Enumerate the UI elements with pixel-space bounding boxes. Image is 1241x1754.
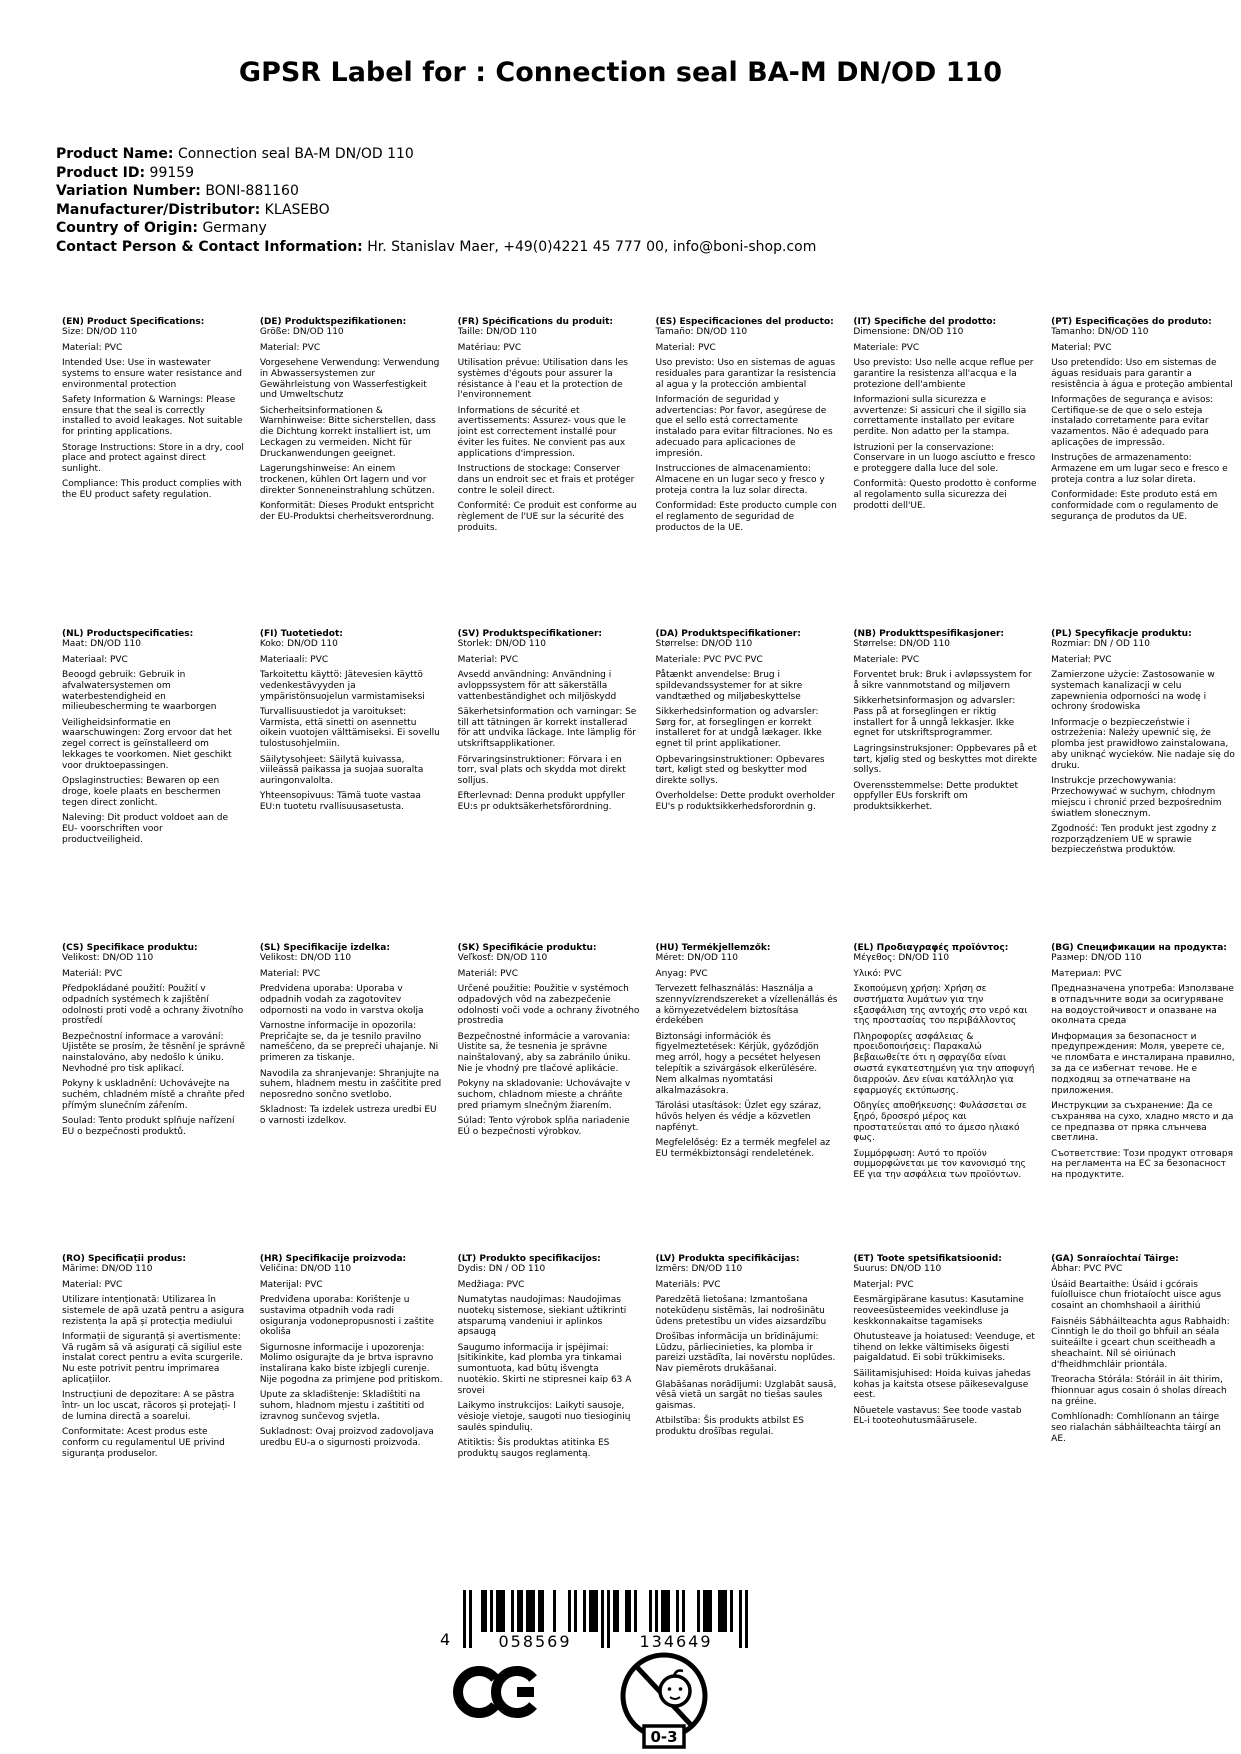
spec-paragraph: Ohutusteave ja hoiatused: Veenduge, et tihend on lekke vältimiseks õigesti paigaldatud. Ei sobi trükkimiseks. <box>853 1331 1035 1364</box>
label-footer <box>0 1554 1241 1754</box>
language-block-fr <box>458 317 642 629</box>
spec-paragraph: Påtænkt anvendelse: Brug i spildevandssystemer for at sikre vandtæthed og miljøbeskyttelse <box>655 669 803 702</box>
spec-paragraph: Efterlevnad: Denna produkt uppfyller EU:s pr oduktsäkerhetsförordning. <box>457 791 626 813</box>
spec-paragraph: Upute za skladištenje: Skladištiti na suhom, hladnom mjestu i zaštititi od izravnog sunčevog svjetla. <box>259 1390 425 1422</box>
language-block-pt <box>1051 317 1235 629</box>
spec-paragraph: Faisnéis Sábháilteachta agus Rabhaidh: Cinntigh le do thoil go bhfuil an séala suiteáilte i gceart chun sceitheadh a sheachaint. Níl sé oiriúnach d'fheidhmchláir priontála. <box>1051 1316 1230 1370</box>
language-block-header: (DE) Produktspezifikationen: <box>259 316 407 327</box>
spec-paragraph: Suurus: DN/OD 110 <box>853 1264 942 1275</box>
language-block-ro <box>62 1254 246 1554</box>
spec-paragraph: Vorgesehene Verwendung: Verwendung in Abwassersystemen zur Gewährleistung von Wasserfestigkeit und Umweltschutz <box>259 357 440 401</box>
language-block-header: (SK) Špecifikácie produktu: <box>457 942 597 953</box>
spec-paragraph: Συμμόρφωση: Αυτό το προϊόν συμμορφώνεται με τον κανονισμό της ΕΕ για την ασφάλεια των προϊόντων. <box>853 1148 1026 1181</box>
spec-paragraph: Informations de sécurité et avertissements: Assurez- vous que le joint est correctement installé pour éviter les fuites. Ne convient pas aux applications d'impression. <box>457 405 626 459</box>
spec-paragraph: Laikymo instrukcijos: Laikyti sausoje, vėsioje vietoje, saugoti nuo tiesioginių saulės spindulių. <box>457 1401 631 1433</box>
spec-paragraph: Opslaginstructies: Bewaren op een droge, koele plaats en beschermen tegen direct zonlicht. <box>62 776 221 808</box>
country-of-origin-row <box>56 219 1241 238</box>
spec-paragraph: Úsáid Beartaithe: Úsáid i gcórais fuíolluisce chun friotaíocht uisce agus cosaint an chomhshaoil a áirithiú <box>1051 1279 1222 1312</box>
spec-paragraph: Materiale: PVC <box>853 342 920 353</box>
spec-paragraph: Zamierzone użycie: Zastosowanie w systemach kanalizacji w celu zapewnienia odporności na wodę i ochrony środowiska <box>1051 669 1215 713</box>
manufacturer-row <box>56 201 1241 220</box>
spec-paragraph: Materjal: PVC <box>853 1279 914 1290</box>
spec-paragraph: Atitiktis: Šis produktas atitinka ES produktų saugos reglamentą. <box>457 1438 610 1459</box>
spec-paragraph: Utilisation prévue: Utilisation dans les systèmes d'égouts pour assurer la résistance à l'eau et la protection de l'environnement <box>457 357 628 401</box>
spec-paragraph: Informacje o bezpieczeństwie i ostrzeżenia: Należy upewnić się, że plomba jest prawidłowo zainstalowana, aby uniknąć wycieków. Nie nadaje się do druku. <box>1051 717 1235 771</box>
spec-paragraph: Conformità: Questo prodotto è conforme al regolamento sulla sicurezza dei prodotti dell'UE. <box>853 479 1037 512</box>
language-block-header: (ES) Especificaciones del producto: <box>655 316 834 327</box>
spec-paragraph: Avsedd användning: Användning i avloppssystem för att säkerställa vattenbeständighet och miljöskydd <box>457 669 617 702</box>
spec-paragraph: Overensstemmelse: Dette produktet oppfyller EUs forskrift om produktsikkerhet. <box>853 780 1019 813</box>
spec-paragraph: Veľkosť: DN/OD 110 <box>457 953 548 964</box>
spec-paragraph: Storlek: DN/OD 110 <box>457 639 546 650</box>
spec-paragraph: Material: PVC <box>62 1279 123 1290</box>
spec-paragraph: Overholdelse: Dette produkt overholder EU's p roduktsikkerhedsforordnin g. <box>655 791 835 813</box>
spec-paragraph: Forventet bruk: Bruk i avløpssystem for å sikre vannmotstand og miljøvern <box>853 669 1032 691</box>
contact-label: Contact Person & Contact Information: <box>56 238 363 255</box>
spec-paragraph: Material: PVC <box>655 342 716 353</box>
spec-paragraph: Conformidad: Este producto cumple con el reglamento de seguridad de productos de la UE. <box>655 501 837 533</box>
spec-paragraph: Material: PVC <box>1051 342 1112 353</box>
manufacturer-value: KLASEBO <box>264 201 330 218</box>
spec-paragraph: Varnostne informacije in opozorila: Prepričajte se, da je tesnilo pravilno nameščeno, da se prepreči uhajanje. Ni primeren za tiskanje. <box>259 1020 439 1064</box>
spec-paragraph: Materiaali: PVC <box>259 654 329 665</box>
spec-paragraph: Instruções de armazenamento: Armazene em um lugar seco e fresco e proteja contra a luz solar direta. <box>1051 453 1228 485</box>
language-block-header: (CS) Specifikace produktu: <box>62 942 198 953</box>
spec-paragraph: Předpokládané použití: Použití v odpadních systémech k zajištění odolnosti proti vodě a ochrany životního prostředí <box>62 983 244 1027</box>
manufacturer-label: Manufacturer/Distributor: <box>56 201 261 218</box>
spec-paragraph: Compliance: This product complies with the EU product safety regulation. <box>62 479 242 501</box>
spec-paragraph: Οδηγίες αποθήκευσης: Φυλάσσεται σε ξηρό, δροσερό μέρος και προστατεύεται από το άμεσο ηλιακό φως. <box>853 1100 1027 1144</box>
spec-paragraph: Tarkoitettu käyttö: Jätevesien käyttö vedenkestävyyden ja ympäristönsuojelun varmistamiseksi <box>259 669 425 702</box>
language-block-header: (FI) Tuotetiedot: <box>259 628 343 639</box>
spec-paragraph: Материал: PVC <box>1051 968 1122 979</box>
spec-paragraph: Sikkerhetsinformasjon og advarsler: Pass på at forseglingen er riktig installert for å unngå lekkasjer. Ikke egnet for utskriftsprogrammer. <box>853 696 1016 739</box>
spec-paragraph: Určené použitie: Použitie v systémoch odpadových vôd na zabezpečenie odolnosti voči vode a ochrany životného prostredia <box>457 983 640 1027</box>
page-title: GPSR Label for : Connection seal BA-M DN/OD 110 <box>238 57 1003 88</box>
spec-paragraph: Instrukcje przechowywania: Przechowywać w suchym, chłodnym miejscu i chronić przed bezpośrednim światłem słonecznym. <box>1051 776 1222 819</box>
spec-paragraph: Intended Use: Use in wastewater systems to ensure water resistance and environmental protection <box>62 357 242 390</box>
spec-paragraph: Tamanho: DN/OD 110 <box>1051 327 1149 338</box>
spec-paragraph: Lagringsinstruksjoner: Oppbevares på et tørt, kjølig sted og beskyttes mot direkte sollys. <box>853 743 1038 776</box>
language-block-header: (LT) Produkto specifikacijos: <box>457 1253 601 1264</box>
product-name-row <box>56 145 1241 164</box>
spec-paragraph: Säilitamisjuhised: Hoida kuivas jahedas kohas ja kaitsta otsese päikesevalguse eest. <box>853 1368 1031 1401</box>
spec-paragraph: Bezpečnostní informace a varování: Ujistěte se prosím, že těsnění je správně nainstalováno, aby nedošlo k úniku. Nevhodné pro tisk aplikací. <box>62 1031 246 1075</box>
variation-number-value: BONI-881160 <box>205 183 299 200</box>
spec-paragraph: Conformitate: Acest produs este conform cu regulamentul UE privind siguranța produselor. <box>62 1427 225 1459</box>
language-block-nl <box>62 629 246 943</box>
specifications-grid <box>62 317 1235 1554</box>
language-block-header: (NB) Produkttspesifikasjoner: <box>853 628 1004 639</box>
spec-paragraph: Comhlíonadh: Comhlíonann an táirge seo rialachán sábháilteachta táirgí an AE. <box>1051 1411 1221 1444</box>
spec-paragraph: Size: DN/OD 110 <box>62 327 138 338</box>
spec-paragraph: Предназначена употреба: Използване в отпадъчните води за осигуряване на водоустойчивост и опазване на околната среда <box>1051 983 1234 1027</box>
language-block-fi <box>260 629 444 943</box>
spec-paragraph: Material: PVC <box>62 342 123 353</box>
spec-paragraph: Pokyny k uskladnění: Uchovávejte na suchém, chladném místě a chraňte před přímým slunečním zářením. <box>62 1079 245 1111</box>
language-block-hr <box>260 1254 444 1554</box>
product-name-value: Connection seal BA-M DN/OD 110 <box>177 146 414 162</box>
spec-paragraph: Megfelelőség: Ez a termék megfelel az EU termékbiztonsági rendeletének. <box>655 1137 831 1159</box>
spec-paragraph: Nõuetele vastavus: See toode vastab EL-i tooteohutusmäärusele. <box>853 1405 1022 1427</box>
spec-paragraph: Izmērs: DN/OD 110 <box>655 1264 743 1275</box>
barcode-right-digits: 134649 <box>613 1632 739 1650</box>
spec-paragraph: Informații de siguranță și avertismente: Vă rugăm să vă asigurați că sigiliul este instalat corect pentru a evita scurgerile. Nu este potrivit pentru imprimarea aplicațiilor. <box>62 1331 243 1386</box>
spec-paragraph: Skladnost: Ta izdelek ustreza uredbi EU o varnosti izdelkov. <box>259 1105 437 1127</box>
spec-paragraph: Υλικό: PVC <box>853 968 902 979</box>
spec-paragraph: Tamaño: DN/OD 110 <box>655 327 748 338</box>
spec-paragraph: Opbevaringsinstruktioner: Opbevares tørt, køligt sted og beskytter mod direkte sollys. <box>655 754 825 787</box>
spec-paragraph: Størrelse: DN/OD 110 <box>655 639 753 650</box>
spec-paragraph: Informações de segurança e avisos: Certifique-se de que o selo esteja instalado corretamente para evitar vazamentos. Não é adequado para aplicações de impressão. <box>1051 394 1214 449</box>
spec-paragraph: Turvallisuustiedot ja varoitukset: Varmista, että sinetti on asennettu oikein vuotojen välttämiseksi. Ei sovellu tulostusohjelmiin. <box>259 706 440 750</box>
spec-paragraph: Glabāšanas norādījumi: Uzglabāt sausā, vēsā vietā un sargāt no tiešas saules gaismas. <box>655 1379 837 1412</box>
spec-paragraph: Größe: DN/OD 110 <box>259 327 344 338</box>
spec-paragraph: Storage Instructions: Store in a dry, cool place and protect against direct sunlight. <box>62 442 244 475</box>
product-id-label: Product ID: <box>56 164 146 181</box>
spec-paragraph: Zgodność: Ten produkt jest zgodny z rozporządzeniem UE w sprawie bezpieczeństwa produktów. <box>1051 823 1217 856</box>
language-block-hu <box>655 943 839 1254</box>
barcode-left-digits: 058569 <box>472 1632 598 1650</box>
language-block-header: (DA) Produktspecifikationer: <box>655 628 801 639</box>
language-block-it <box>853 317 1037 629</box>
spec-paragraph: Rozmiar: DN / OD 110 <box>1051 639 1150 650</box>
spec-paragraph: Σκοπούμενη χρήση: Χρήση σε συστήματα λυμάτων για την εξασφάλιση της αντοχής στο νερό και της προστασίας του περιβάλλοντος <box>853 983 1028 1027</box>
spec-paragraph: Biztonsági információk és figyelmeztetések: Kérjük, győződjön meg arról, hogy a pecsétet helyesen telepítik a szivárgások elkerülésére. Nem alkalmas nyomtatási alkalmazásokra. <box>655 1031 821 1096</box>
language-block-header: (PL) Specyfikacje produktu: <box>1051 628 1192 639</box>
language-block-header: (SV) Produktspecifikationer: <box>457 628 602 639</box>
language-block-pl <box>1051 629 1235 943</box>
language-block-header: (EN) Product Specifications: <box>62 316 205 327</box>
spec-paragraph: Μέγεθος: DN/OD 110 <box>853 953 950 964</box>
spec-paragraph: Sukladnost: Ovaj proizvod zadovoljava uredbu EU-a o sigurnosti proizvoda. <box>259 1427 434 1449</box>
language-block-sl <box>260 943 444 1254</box>
language-block-lv <box>655 1254 839 1554</box>
spec-paragraph: Størrelse: DN/OD 110 <box>853 639 951 650</box>
spec-paragraph: Instrucciones de almacenamiento: Almacene en un lugar seco y fresco y proteja contra la luz solar directa. <box>655 464 825 496</box>
spec-paragraph: Atbilstība: Šis produkts atbilst ES produktu drošības regulai. <box>655 1416 804 1438</box>
language-block-sk <box>458 943 642 1254</box>
spec-paragraph: Bezpečnostné informácie a varovania: Uistite sa, že tesnenia je správne nainštalovaný, aby sa zabránilo úniku. Nie je vhodný pre tlačové aplikácie. <box>457 1031 631 1075</box>
language-block-header: (RO) Specificații produs: <box>62 1253 186 1264</box>
spec-paragraph: Conformidade: Este produto está em conformidade com o regulamento de segurança de produtos da UE. <box>1051 490 1219 522</box>
contact-value: Hr. Stanislav Maer, +49(0)4221 45 777 00, info@boni-shop.com <box>367 238 817 255</box>
spec-paragraph: Sigurnosne informacije i upozorenja: Molimo osigurajte da je brtva ispravno instalirana kako biste izbjegli curenje. Nije pogodna za primjene pod pritiskom. <box>259 1342 443 1386</box>
spec-paragraph: Materiál: PVC <box>457 968 518 979</box>
variation-number-label: Variation Number: <box>56 183 201 200</box>
spec-paragraph: Información de seguridad y advertencias: Por favor, asegúrese de que el sello está correctamente instalado para evitar filtraciones. No es adecuado para aplicaciones de impresión. <box>655 394 833 459</box>
language-block-header: (GA) Sonraíochtaí Táirge: <box>1051 1253 1179 1264</box>
spec-paragraph: Velikost: DN/OD 110 <box>62 953 154 964</box>
language-block-header: (BG) Спецификации на продукта: <box>1051 942 1227 953</box>
spec-paragraph: Beoogd gebruik: Gebruik in afvalwatersystemen om waterbestendigheid en milieubescherming te waarborgen <box>62 669 217 713</box>
language-block-header: (FR) Spécifications du produit: <box>457 316 613 327</box>
spec-paragraph: Sicherheitsinformationen & Warnhinweise: Bitte sicherstellen, dass die Dichtung korrekt installiert ist, um Leckagen zu vermeiden. Nicht für Druckanwendungen geeignet. <box>259 405 436 459</box>
spec-paragraph: Инструкции за съхранение: Да се съхранява на сухо, хладно място и да се предпазва от пряка слънчева светлина. <box>1051 1100 1234 1144</box>
spec-paragraph: Förvaringsinstruktioner: Förvara i en torr, sval plats och skydda mot direkt solljus. <box>457 754 626 787</box>
spec-paragraph: Pokyny na skladovanie: Uchovávajte v suchom, chladnom mieste a chráňte pred priamym slnečným žiarením. <box>457 1079 631 1111</box>
language-block-header: (NL) Productspecificaties: <box>62 628 194 639</box>
language-block-en <box>62 317 246 629</box>
spec-paragraph: Naleving: Dit product voldoet aan de EU- voorschriften voor productveiligheid. <box>62 813 229 845</box>
spec-paragraph: Súlad: Tento výrobok spĺňa nariadenie EÚ o bezpečnosti výrobkov. <box>457 1116 630 1138</box>
language-block-de <box>260 317 444 629</box>
spec-paragraph: Säilytysohjeet: Säilytä kuivassa, viileässä paikassa ja suojaa suoralta auringonvalolta. <box>259 754 424 787</box>
spec-paragraph: Информация за безопасност и предупреждения: Моля, уверете се, че пломбата е инсталирана правилно, за да се избегнат течове. Не е подходящ за отпечатване на приложения. <box>1051 1031 1235 1096</box>
spec-paragraph: Lagerungshinweise: An einem trockenen, kühlen Ort lagern und vor direkter Sonneneinstrahlung schützen. <box>259 464 435 496</box>
age-warning-0-3-icon <box>616 1650 712 1754</box>
language-block-header: (HU) Termékjellemzők: <box>655 942 771 953</box>
spec-paragraph: Säkerhetsinformation och varningar: Se till att tätningen är korrekt installerad för att undvika läckage. Inte lämplig för utskriftsapplikationer. <box>457 706 637 750</box>
language-block-header: (IT) Specifiche del prodotto: <box>853 316 997 327</box>
barcode-prefix-digit: 4 <box>440 1629 451 1649</box>
language-block-cs <box>62 943 246 1254</box>
spec-paragraph: Taille: DN/OD 110 <box>457 327 537 338</box>
spec-paragraph: Materiál: PVC <box>62 968 123 979</box>
spec-paragraph: Materijal: PVC <box>259 1279 323 1290</box>
product-id-value: 99159 <box>149 164 195 181</box>
language-block-header: (ET) Toote spetsifikatsioonid: <box>853 1253 1002 1264</box>
spec-paragraph: Instrucțiuni de depozitare: A se păstra într- un loc uscat, răcoros și protejați- l de lumina directă a soarelui. <box>62 1390 236 1422</box>
language-block-ga <box>1051 1254 1235 1554</box>
spec-paragraph: Navodila za shranjevanje: Shranjujte na suhem, hladnem mestu in zaščitite pred neposredno sončno svetlobo. <box>259 1068 442 1101</box>
spec-paragraph: Ábhar: PVC PVC <box>1051 1264 1123 1275</box>
spec-paragraph: Numatytas naudojimas: Naudojimas nuotekų sistemose, siekiant užtikrinti atsparumą vandeniui ir aplinkos apsaugą <box>457 1294 627 1338</box>
country-of-origin-value: Germany <box>202 220 267 237</box>
language-block-et <box>853 1254 1037 1554</box>
spec-paragraph: Saugumo informacija ir įspėjimai: Įsitikinkite, kad plomba yra tinkamai sumontuota, kad būtų išvengta nuotėkio. Skirti ne stipresnei kaip 63 A srovei <box>457 1342 632 1396</box>
spec-paragraph: Materiał: PVC <box>1051 654 1112 665</box>
spec-paragraph: Konformität: Dieses Produkt entspricht der EU-Produktsi cherheitsverordnung. <box>259 501 435 522</box>
language-block-header: (LV) Produkta specifikācijas: <box>655 1253 800 1264</box>
language-block-da <box>655 629 839 943</box>
language-block-bg <box>1051 943 1235 1254</box>
spec-paragraph: Predvidena uporaba: Uporaba v odpadnih vodah za zagotovitev odpornosti na vodo in varstva okolja <box>259 983 424 1016</box>
spec-paragraph: Méret: DN/OD 110 <box>655 953 738 964</box>
variation-number-row <box>56 182 1241 201</box>
spec-paragraph: Sikkerhedsinformation og advarsler: Sørg for, at forseglingen er korrekt installeret for at undgå lækager. Ikke egnet til print applikationer. <box>655 706 822 750</box>
spec-paragraph: Koko: DN/OD 110 <box>259 639 338 650</box>
language-block-header: (HR) Specifikacije proizvoda: <box>259 1253 407 1264</box>
contact-row <box>56 238 1241 257</box>
spec-paragraph: Dimensione: DN/OD 110 <box>853 327 964 338</box>
spec-paragraph: Размер: DN/OD 110 <box>1051 953 1142 964</box>
ce-mark-icon <box>453 1660 543 1724</box>
spec-paragraph: Material: PVC <box>259 342 321 353</box>
spec-paragraph: Material: PVC <box>457 654 518 665</box>
spec-paragraph: Uso previsto: Uso nelle acque reflue per garantire la resistenza all'acqua e la protezione dell'ambiente <box>853 357 1034 390</box>
spec-paragraph: Πληροφορίες ασφάλειας & προειδοποιήσεις: Παρακαλώ βεβαιωθείτε ότι η σφραγίδα είναι σωστά εγκατεστημένη για την αποφυγή διαρροών. Δεν είναι κατάλληλο για εφαρμογές εκτύπωσης. <box>853 1031 1035 1096</box>
spec-paragraph: Istruzioni per la conservazione: Conservare in un luogo asciutto e fresco e proteggere dalla luce del sole. <box>853 442 1036 475</box>
spec-paragraph: Soulad: Tento produkt splňuje nařízení EU o bezpečnosti produktů. <box>62 1116 235 1138</box>
spec-paragraph: Material: PVC <box>259 968 321 979</box>
spec-paragraph: Materiale: PVC PVC PVC <box>655 654 763 665</box>
language-block-header: (PT) Especificações do produto: <box>1051 316 1212 327</box>
ean13-barcode <box>440 1590 752 1654</box>
spec-paragraph: Yhteensopivuus: Tämä tuote vastaa EU:n tuotetu rvallisuusasetusta. <box>259 791 421 813</box>
spec-paragraph: Materiaal: PVC <box>62 654 128 665</box>
spec-paragraph: Safety Information & Warnings: Please ensure that the seal is correctly installed to avoid leakages. Not suitable for printing applications. <box>62 394 243 438</box>
language-block-sv <box>458 629 642 943</box>
spec-paragraph: Uso previsto: Uso en sistemas de aguas residuales para garantizar la resistencia al agua y la protección ambiental <box>655 357 837 390</box>
country-of-origin-label: Country of Origin: <box>56 220 198 237</box>
spec-paragraph: Treoracha Stórála: Stóráil in áit thirim, fhionnuar agus cosain ó sholas díreach na gréine. <box>1051 1375 1227 1407</box>
spec-paragraph: Conformité: Ce produit est conforme au règlement de l'UE sur la sécurité des produits. <box>457 501 637 533</box>
spec-paragraph: Maat: DN/OD 110 <box>62 639 141 650</box>
product-name-label: Product Name: <box>56 146 174 162</box>
product-id-row <box>56 164 1241 183</box>
spec-paragraph: Съответствие: Този продукт отговаря на регламента на ЕС за безопасност на продуктите. <box>1051 1148 1234 1181</box>
language-block-header: (SL) Specifikacije izdelka: <box>259 942 390 953</box>
spec-paragraph: Informazioni sulla sicurezza e avvertenze: Si assicuri che il sigillo sia correttamente installato per evitare perdite. Non adatto per la stampa. <box>853 394 1027 438</box>
spec-paragraph: Anyag: PVC <box>655 968 708 979</box>
spec-paragraph: Predviđena uporaba: Korištenje u sustavima otpadnih voda radi osiguranja vodonepropusnosti i zaštite okoliša <box>259 1294 435 1338</box>
language-block-lt <box>458 1254 642 1554</box>
spec-paragraph: Utilizare intenționată: Utilizarea în sistemele de apă uzată pentru a asigura rezistența la apă și protecția mediului <box>62 1294 245 1327</box>
language-block-es <box>655 317 839 629</box>
spec-paragraph: Matériau: PVC <box>457 342 522 353</box>
spec-paragraph: Eesmärgipärane kasutus: Kasutamine reoveesüsteemides veekindluse ja keskkonnakaitse tagamiseks <box>853 1294 1024 1327</box>
spec-paragraph: Tervezett felhasználás: Használja a szennyvízrendszereket a vízellenállás és a környezetvédelem biztosítása érdekében <box>655 983 838 1027</box>
spec-paragraph: Drošības informācija un brīdinājumi: Lūdzu, pārliecinieties, ka plomba ir pareizi uzstādīta, lai novērstu noplūdes. Nav piemērots drukāšanai. <box>655 1331 836 1375</box>
spec-paragraph: Veličina: DN/OD 110 <box>259 1264 352 1275</box>
language-block-el <box>853 943 1037 1254</box>
spec-paragraph: Mărime: DN/OD 110 <box>62 1264 153 1275</box>
age-warning-label: 0-3 <box>650 1727 678 1746</box>
spec-paragraph: Paredzētā lietošana: Izmantošana notekūdeņu sistēmās, lai nodrošinātu ūdens pretestību un vides aizsardzību <box>655 1294 827 1327</box>
spec-paragraph: Materiale: PVC <box>853 654 920 665</box>
spec-paragraph: Uso pretendido: Uso em sistemas de águas residuais para garantir a resistência à água e proteção ambiental <box>1051 357 1233 390</box>
spec-paragraph: Dydis: DN / OD 110 <box>457 1264 546 1275</box>
product-info <box>56 145 1241 257</box>
language-block-nb <box>853 629 1037 943</box>
spec-paragraph: Velikost: DN/OD 110 <box>259 953 352 964</box>
spec-paragraph: Veiligheidsinformatie en waarschuwingen: Zorg ervoor dat het zegel correct is geïnstalleerd om lekkages te voorkomen. Niet geschikt voor druktoepassingen. <box>62 717 232 771</box>
spec-paragraph: Instructions de stockage: Conserver dans un endroit sec et frais et protéger contre le soleil direct. <box>457 464 635 496</box>
spec-paragraph: Materiāls: PVC <box>655 1279 721 1290</box>
spec-paragraph: Tárolási utasítások: Üzlet egy száraz, hűvös helyen és védje a közvetlen napfényt. <box>655 1100 822 1133</box>
language-block-header: (EL) Προδιαγραφές προϊόντος: <box>853 942 1009 953</box>
spec-paragraph: Medžiaga: PVC <box>457 1279 525 1290</box>
